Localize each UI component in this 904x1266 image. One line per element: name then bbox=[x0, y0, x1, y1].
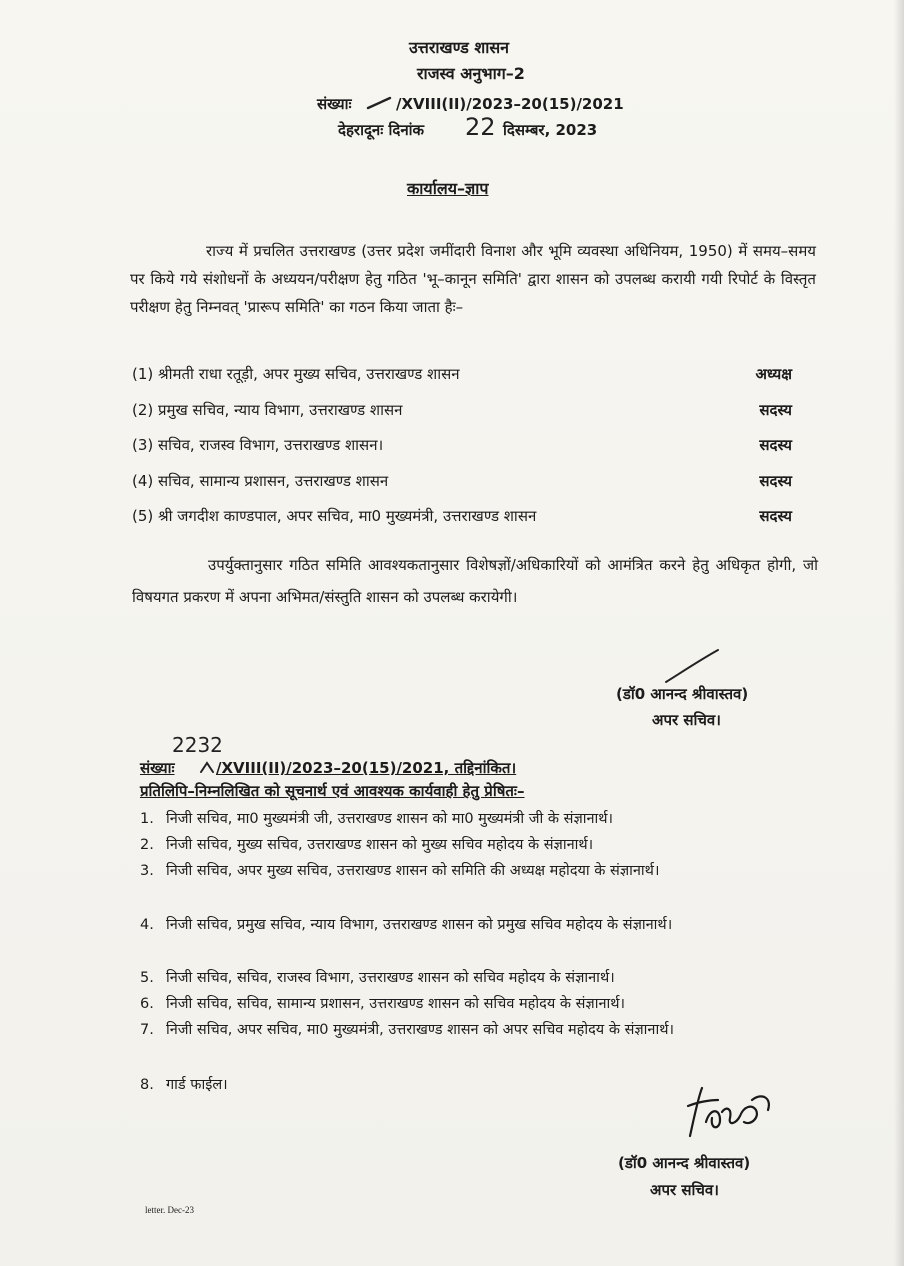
copy-heading: प्रतिलिपि–निम्नलिखित को सूचनार्थ एवं आवश्यक कार्यवाही हेतु प्रेषितः– bbox=[140, 782, 525, 800]
signature-stroke-1 bbox=[660, 646, 724, 686]
member-row bbox=[132, 364, 792, 388]
number-label: संख्याः bbox=[317, 95, 352, 113]
member-role: सदस्य bbox=[759, 401, 792, 419]
copy-list-item bbox=[140, 833, 820, 858]
handwritten-dash-mark bbox=[366, 94, 392, 112]
member-label: (4) सचिव, सामान्य प्रशासन, उत्तराखण्ड शासन bbox=[132, 472, 389, 490]
copy-item-number: 4. bbox=[140, 917, 154, 933]
copy-item-text: निजी सचिव, मा0 मुख्यमंत्री जी, उत्तराखण्ड शासन को मा0 मुख्यमंत्री जी के संज्ञानार्थ। bbox=[166, 811, 614, 827]
member-row bbox=[132, 400, 792, 424]
handwritten-dispatch-number: 2232 bbox=[172, 733, 223, 757]
member-label: (3) सचिव, राजस्व विभाग, उत्तराखण्ड शासन। bbox=[132, 436, 384, 454]
copy-list-item bbox=[140, 859, 820, 909]
member-role: सदस्य bbox=[759, 472, 792, 490]
header-line-1: उत्तराखण्ड शासन bbox=[409, 38, 510, 57]
signature-name-1: (डॉ0 आनन्द श्रीवास्तव) bbox=[616, 685, 749, 703]
date-day-handwritten: 22 bbox=[465, 113, 496, 141]
copy-item-text: निजी सचिव, अपर मुख्य सचिव, उत्तराखण्ड शासन को समिति की अध्यक्ष महोदया के संज्ञानार्थ। bbox=[166, 863, 660, 879]
intro-paragraph: राज्य में प्रचलित उत्तराखण्ड (उत्तर प्रदेश जमींदारी विनाश और भूमि व्यवस्था अधिनियम, 1950) में समय–समय पर किये गये संशोधनों के अध्ययन/परीक्षण हेतु गठित 'भू–कानून समिति' द्वारा शासन को उपलब्ध करायी गयी रिपोर्ट के विस्तृत परीक्षण हेतु निम्नवत् 'प्रारूप समिति' का गठन किया जाता हैः– bbox=[130, 242, 816, 316]
copy-item-text: निजी सचिव, अपर सचिव, मा0 मुख्यमंत्री, उत्तराखण्ड शासन को अपर सचिव महोदय के संज्ञानार्थ। bbox=[166, 1022, 674, 1038]
copy-item-number: 6. bbox=[140, 996, 154, 1012]
copy-item-text: गार्ड फाईल। bbox=[166, 1077, 228, 1093]
copy-item-text: निजी सचिव, सचिव, राजस्व विभाग, उत्तराखण्ड शासन को सचिव महोदय के संज्ञानार्थ। bbox=[166, 970, 615, 986]
copy-list-item bbox=[140, 1018, 820, 1068]
copy-list-item bbox=[140, 966, 820, 991]
copy-number-value: /XVIII(II)/2023–20(15)/2021, तद्दिनांकित। bbox=[216, 759, 517, 777]
signature-designation-1: अपर सचिव। bbox=[652, 711, 721, 729]
header-line-2: राजस्व अनुभाग–2 bbox=[417, 64, 525, 83]
member-row bbox=[132, 506, 792, 530]
member-label: (5) श्री जगदीश काण्डपाल, अपर सचिव, मा0 मुख्यमंत्री, उत्तराखण्ड शासन bbox=[132, 507, 537, 525]
copy-number-label: संख्याः bbox=[140, 759, 175, 777]
copy-list-item bbox=[140, 992, 820, 1017]
member-role: सदस्य bbox=[759, 507, 792, 525]
page-edge-shadow bbox=[894, 0, 904, 1266]
copy-item-text: निजी सचिव, प्रमुख सचिव, न्याय विभाग, उत्तराखण्ड शासन को प्रमुख सचिव महोदय के संज्ञानार्थ। bbox=[166, 917, 673, 933]
member-role: सदस्य bbox=[759, 436, 792, 454]
copy-item-number: 2. bbox=[140, 837, 154, 853]
number-value: /XVIII(II)/2023–20(15)/2021 bbox=[396, 95, 624, 113]
member-row bbox=[132, 435, 792, 459]
copy-item-number: 3. bbox=[140, 863, 154, 879]
handwritten-caret-mark bbox=[199, 760, 215, 774]
signature-handwritten-2 bbox=[680, 1078, 780, 1150]
signature-designation-2: अपर सचिव। bbox=[650, 1181, 719, 1199]
member-role: अध्यक्ष bbox=[755, 365, 792, 383]
copy-item-number: 8. bbox=[140, 1077, 154, 1093]
copy-item-number: 7. bbox=[140, 1022, 154, 1038]
copy-item-number: 1. bbox=[140, 811, 154, 827]
member-label: (2) प्रमुख सचिव, न्याय विभाग, उत्तराखण्ड शासन bbox=[132, 401, 403, 419]
member-label: (1) श्रीमती राधा रतूड़ी, अपर मुख्य सचिव, उत्तराखण्ड शासन bbox=[132, 365, 460, 383]
copy-item-number: 5. bbox=[140, 970, 154, 986]
copy-list-item bbox=[140, 807, 820, 832]
document-title: कार्यालय–ज्ञाप bbox=[407, 179, 489, 198]
member-row bbox=[132, 471, 792, 495]
footer-note: letter. Dec-23 bbox=[145, 1205, 194, 1215]
closing-paragraph: उपर्युक्तानुसार गठित समिति आवश्यकतानुसार विशेषज्ञों/अधिकारियों को आमंत्रित करने हेतु अधिकृत होगी, जो विषयगत प्रकरण में अपना अभिमत/संस्तुति शासन को उपलब्ध करायेगी। bbox=[132, 556, 818, 606]
copy-item-text: निजी सचिव, सचिव, सामान्य प्रशासन, उत्तराखण्ड शासन को सचिव महोदय के संज्ञानार्थ। bbox=[166, 996, 626, 1012]
date-label: देहरादूनः दिनांक bbox=[338, 121, 425, 139]
copy-list-item bbox=[140, 913, 820, 963]
signature-name-2: (डॉ0 आनन्द श्रीवास्तव) bbox=[618, 1154, 751, 1172]
copy-item-text: निजी सचिव, मुख्य सचिव, उत्तराखण्ड शासन को मुख्य सचिव महोदय के संज्ञानार्थ। bbox=[166, 837, 594, 853]
date-rest: दिसम्बर, 2023 bbox=[503, 121, 598, 139]
